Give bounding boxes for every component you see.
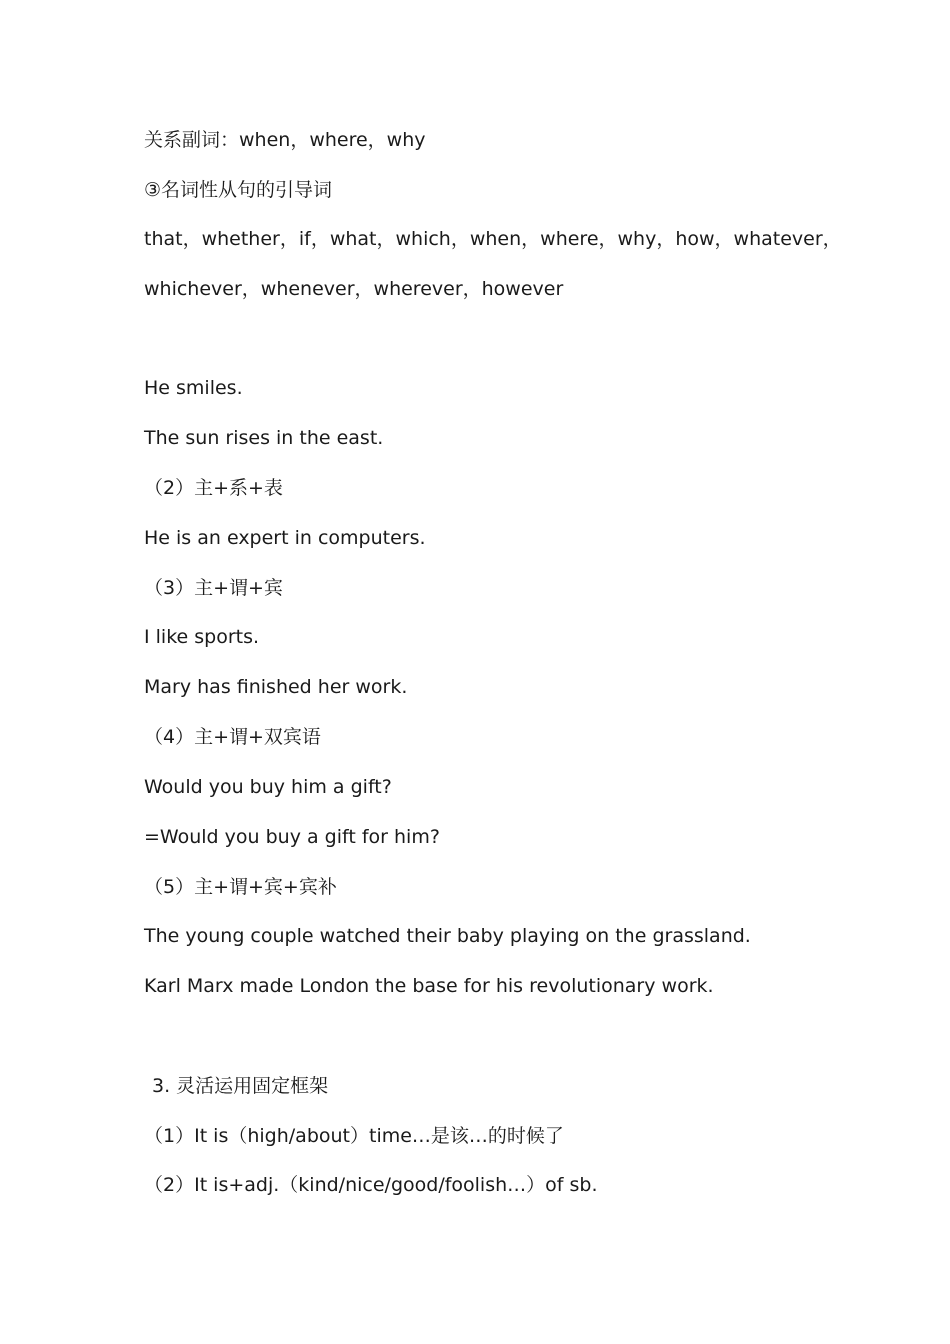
noun-clause-heading: ③名词性从句的引导词: [144, 179, 333, 201]
noun-clause-connectives-line-1: that，whether，if，what，which，when，where，why，how，whatever，: [144, 228, 842, 250]
framework-item: （1）It is（high/about）time…是该…的时候了: [144, 1125, 564, 1147]
pattern-heading: （4）主+谓+双宾语: [144, 726, 321, 748]
noun-clause-connectives-line-2: whichever，whenever，wherever，however: [144, 278, 564, 300]
pattern-heading: （2）主+系+表: [144, 477, 283, 499]
framework-item: （2）It is+adj.（kind/nice/good/foolish…）of sb.: [144, 1174, 598, 1196]
example-sentence: The sun rises in the east.: [144, 427, 384, 449]
example-sentence: He smiles.: [144, 377, 243, 399]
pattern-heading: （5）主+谓+宾+宾补: [144, 876, 337, 898]
section-heading: 3. 灵活运用固定框架: [152, 1075, 329, 1097]
pattern-heading: （3）主+谓+宾: [144, 577, 283, 599]
example-sentence: The young couple watched their baby playing on the grassland.: [144, 925, 751, 947]
example-sentence: He is an expert in computers.: [144, 527, 426, 549]
example-sentence: Karl Marx made London the base for his revolutionary work.: [144, 975, 714, 997]
example-sentence: =Would you buy a gift for him?: [144, 826, 440, 848]
relative-adverbs-line: 关系副词：when，where，why: [144, 129, 426, 151]
example-sentence: Mary has finished her work.: [144, 676, 408, 698]
example-sentence: Would you buy him a gift?: [144, 776, 392, 798]
example-sentence: I like sports.: [144, 626, 260, 648]
